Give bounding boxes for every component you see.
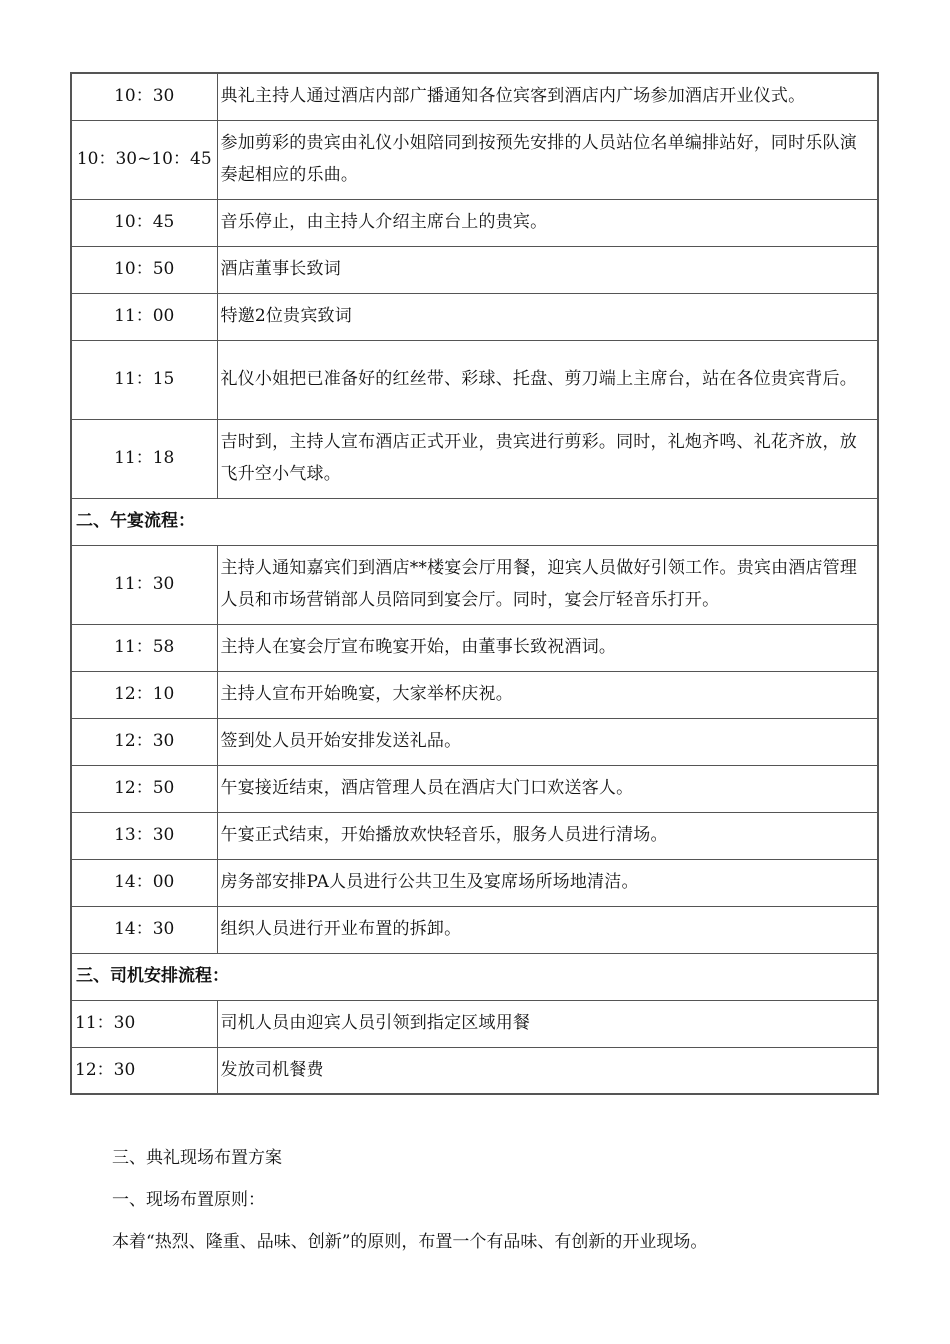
table-row	[71, 859, 878, 906]
time-cell: 12：30	[71, 718, 217, 765]
outline-body: 本着“热烈、隆重、品味、创新”的原则，布置一个有品味、有创新的开业现场。	[112, 1232, 708, 1252]
table-row	[71, 906, 878, 953]
time-cell: 11：00	[71, 293, 217, 340]
description-cell: 音乐停止，由主持人介绍主席台上的贵宾。	[217, 199, 878, 246]
table-row	[71, 246, 878, 293]
description-cell: 主持人宣布开始晚宴，大家举杯庆祝。	[217, 671, 878, 718]
time-cell: 10：45	[71, 199, 217, 246]
table-row	[71, 73, 878, 120]
table-row	[71, 624, 878, 671]
description-cell: 主持人通知嘉宾们到酒店**楼宴会厅用餐，迎宾人员做好引领工作。贵宾由酒店管理人员和市场营销部人员陪同到宴会厅。同时，宴会厅轻音乐打开。	[217, 545, 878, 624]
table-row	[71, 1047, 878, 1094]
outline-heading: 三、典礼现场布置方案	[112, 1148, 282, 1168]
time-cell: 11：30	[71, 545, 217, 624]
description-cell: 特邀2位贵宾致词	[217, 293, 878, 340]
time-cell: 11：15	[71, 340, 217, 419]
time-cell: 10：30	[71, 73, 217, 120]
section-row-lunch	[71, 498, 878, 545]
time-cell: 12：10	[71, 671, 217, 718]
schedule-table	[70, 72, 879, 1095]
description-cell: 酒店董事长致词	[217, 246, 878, 293]
table-row	[71, 340, 878, 419]
section-title-lunch: 二、午宴流程：	[71, 498, 878, 545]
description-cell: 午宴接近结束，酒店管理人员在酒店大门口欢送客人。	[217, 765, 878, 812]
time-cell: 11：18	[71, 419, 217, 498]
description-cell: 午宴正式结束，开始播放欢快轻音乐，服务人员进行清场。	[217, 812, 878, 859]
section-title-driver: 三、司机安排流程：	[71, 953, 878, 1000]
time-cell: 14：30	[71, 906, 217, 953]
table-row	[71, 718, 878, 765]
description-cell: 参加剪彩的贵宾由礼仪小姐陪同到按预先安排的人员站位名单编排站好，同时乐队演奏起相应的乐曲。	[217, 120, 878, 199]
table-row	[71, 199, 878, 246]
time-cell: 10：30~10：45	[71, 120, 217, 199]
description-cell: 吉时到，主持人宣布酒店正式开业，贵宾进行剪彩。同时，礼炮齐鸣、礼花齐放，放飞升空小气球。	[217, 419, 878, 498]
description-cell: 典礼主持人通过酒店内部广播通知各位宾客到酒店内广场参加酒店开业仪式。	[217, 73, 878, 120]
description-cell: 礼仪小姐把已准备好的红丝带、彩球、托盘、剪刀端上主席台，站在各位贵宾背后。	[217, 340, 878, 419]
outline-subheading: 一、现场布置原则：	[112, 1190, 265, 1210]
time-cell: 11：58	[71, 624, 217, 671]
time-cell: 14：00	[71, 859, 217, 906]
time-cell: 13：30	[71, 812, 217, 859]
description-cell: 组织人员进行开业布置的拆卸。	[217, 906, 878, 953]
table-row	[71, 293, 878, 340]
table-row	[71, 545, 878, 624]
table-row	[71, 120, 878, 199]
table-row	[71, 765, 878, 812]
description-cell: 房务部安排PA人员进行公共卫生及宴席场所场地清洁。	[217, 859, 878, 906]
table-row	[71, 671, 878, 718]
table-row	[71, 419, 878, 498]
description-cell: 发放司机餐费	[217, 1047, 878, 1094]
description-cell: 司机人员由迎宾人员引领到指定区域用餐	[217, 1000, 878, 1047]
section-row-driver	[71, 953, 878, 1000]
time-cell: 11：30	[71, 1000, 217, 1047]
table-row	[71, 1000, 878, 1047]
time-cell: 12：30	[71, 1047, 217, 1094]
description-cell: 签到处人员开始安排发送礼品。	[217, 718, 878, 765]
description-cell: 主持人在宴会厅宣布晚宴开始，由董事长致祝酒词。	[217, 624, 878, 671]
table-row	[71, 812, 878, 859]
time-cell: 12：50	[71, 765, 217, 812]
time-cell: 10：50	[71, 246, 217, 293]
